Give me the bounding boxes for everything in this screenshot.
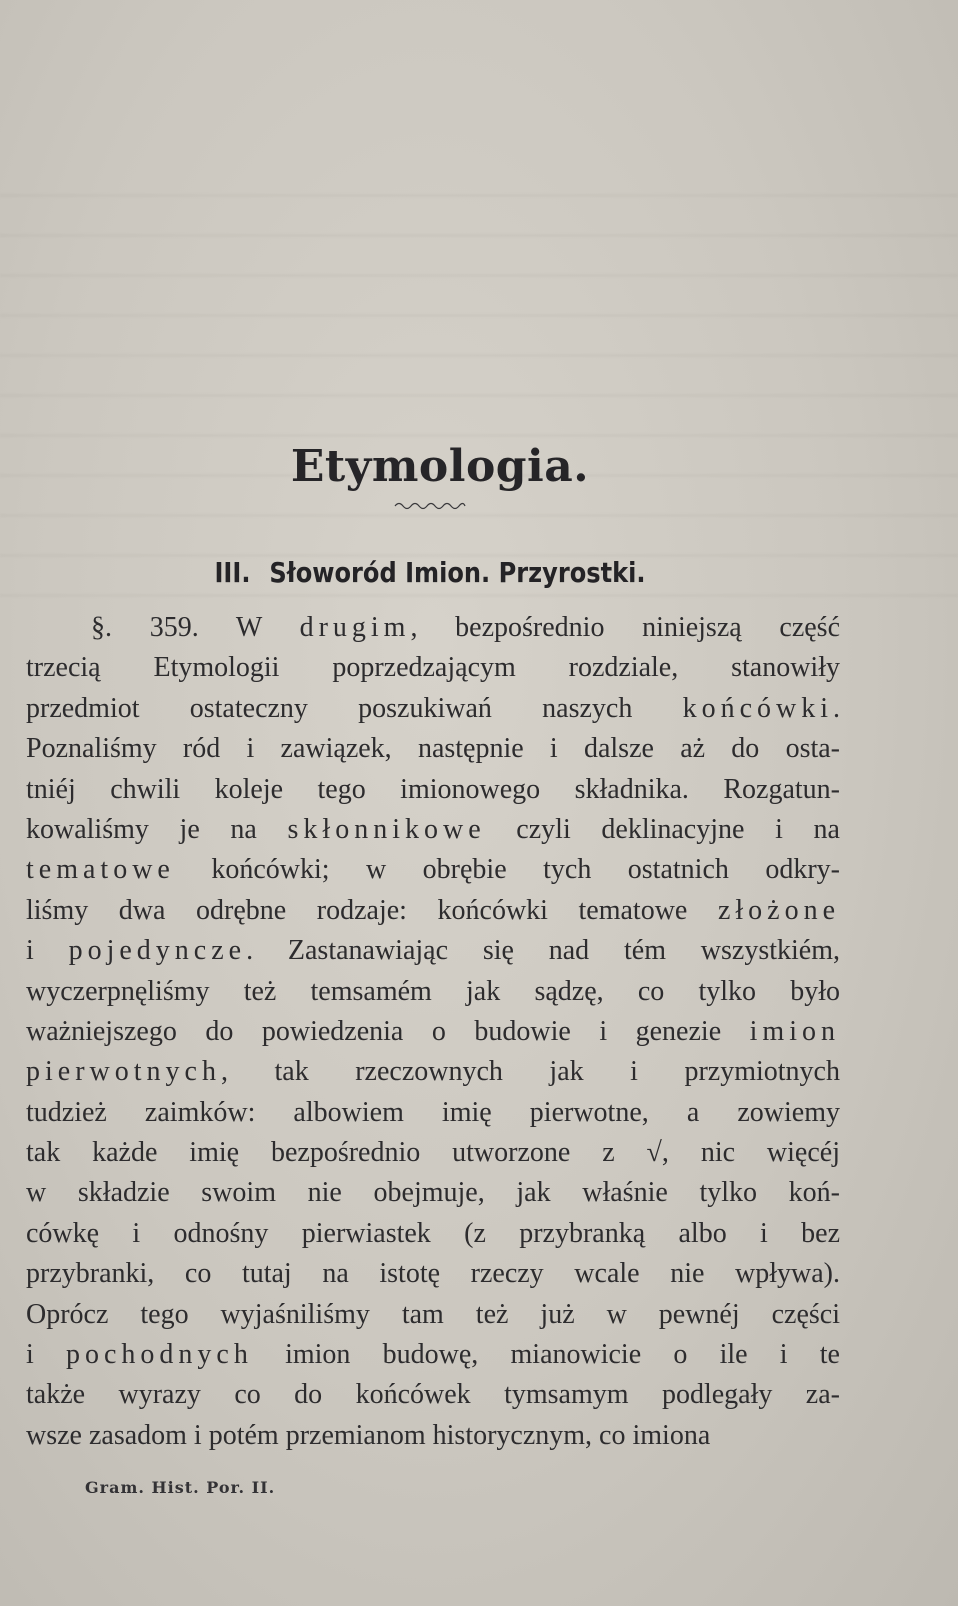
text-line bbox=[26, 1335, 840, 1375]
body-text bbox=[26, 608, 840, 1456]
text-segment: kowaliśmy je na bbox=[26, 813, 288, 845]
text-line bbox=[26, 891, 840, 931]
text-line bbox=[26, 729, 840, 769]
emphasized-text: drugim bbox=[299, 612, 411, 643]
text-line bbox=[26, 1133, 840, 1173]
text-segment: Poznaliśmy ród i zawiązek, następnie i dalsze aż do osta- bbox=[26, 733, 840, 765]
text-line bbox=[26, 1173, 840, 1213]
text-segment: i bbox=[26, 935, 69, 967]
text-line bbox=[26, 972, 840, 1012]
wavy-ornament bbox=[393, 500, 467, 510]
text-segment: W bbox=[235, 612, 300, 643]
text-segment: ważniejszego do powiedzenia o budowie i genezie bbox=[26, 1015, 750, 1047]
emphasized-text: złożone bbox=[717, 894, 840, 926]
text-segment: imion budowę, mianowicie o ile i te bbox=[252, 1339, 840, 1371]
text-segment: , tak rzeczownych jak i przymiotnych bbox=[220, 1056, 840, 1088]
text-segment: tak każde imię bezpośrednio utworzone z √, nic więcéj bbox=[26, 1137, 840, 1169]
text-segment: , bezpośrednio niniejszą część bbox=[410, 612, 840, 643]
emphasized-text: tematowe bbox=[26, 854, 175, 886]
text-line bbox=[26, 689, 840, 729]
section-heading-text: Słoworód Imion. Przyrostki. bbox=[269, 556, 646, 589]
text-line bbox=[26, 1052, 840, 1092]
text-segment: przedmiot ostateczny poszukiwań naszych bbox=[26, 692, 683, 724]
section-heading bbox=[60, 556, 800, 589]
text-segment: . Zastanawiając się nad tém wszystkiém, bbox=[246, 935, 840, 967]
text-segment: trzecią Etymologii poprzedzającym rozdziale, stanowiły bbox=[26, 652, 840, 684]
text-line bbox=[26, 770, 840, 810]
text-segment: . bbox=[833, 692, 840, 724]
text-segment: liśmy dwa odrębne rodzaje: końcówki tematowe bbox=[26, 894, 718, 926]
text-segment: czyli deklinacyjne i na bbox=[485, 813, 840, 845]
text-line bbox=[26, 1012, 840, 1052]
text-segment: także wyrazy co do końcówek tymsamym podlegały za- bbox=[26, 1379, 840, 1411]
text-segment: Oprócz tego wyjaśniliśmy tam też już w pewnéj części bbox=[26, 1298, 840, 1330]
text-line bbox=[26, 608, 840, 648]
bleed-through-shadow bbox=[0, 170, 958, 600]
text-segment: cówkę i odnośny pierwiastek (z przybranką albo i bez bbox=[26, 1217, 840, 1249]
text-segment: końcówki; w obrębie tych ostatnich odkry- bbox=[174, 854, 840, 886]
text-line bbox=[26, 1295, 840, 1335]
text-line bbox=[26, 1375, 840, 1415]
text-line bbox=[26, 1214, 840, 1254]
emphasized-text: pochodnych bbox=[66, 1339, 253, 1371]
signature-mark: Gram. Hist. Por. II. bbox=[85, 1478, 276, 1497]
text-segment: przybranki, co tutaj na istotę rzeczy wcale nie wpływa). bbox=[26, 1258, 840, 1290]
text-line bbox=[26, 648, 840, 688]
text-line bbox=[26, 1416, 840, 1456]
paragraph-mark: §. 359. bbox=[91, 612, 236, 643]
text-line bbox=[26, 931, 840, 971]
text-segment: w składzie swoim nie obejmuje, jak właśnie tylko koń- bbox=[26, 1177, 840, 1209]
text-segment: tniéj chwili koleje tego imionowego składnika. Rozgatun- bbox=[26, 773, 840, 805]
text-segment: wyczerpnęliśmy też temsamém jak sądzę, co tylko było bbox=[26, 975, 840, 1007]
text-segment: tudzież zaimków: albowiem imię pierwotne, a zowiemy bbox=[26, 1096, 840, 1128]
emphasized-text: końcówki bbox=[682, 692, 833, 724]
emphasized-text: pojedyncze bbox=[68, 935, 247, 967]
emphasized-text: skłonnikowe bbox=[287, 813, 486, 845]
text-line bbox=[26, 1254, 840, 1294]
text-line bbox=[26, 1093, 840, 1133]
emphasized-text: pierwotnych bbox=[26, 1056, 221, 1088]
text-segment: wsze zasadom i potém przemianom historycznym, co imiona bbox=[26, 1419, 711, 1451]
emphasized-text: imion bbox=[749, 1015, 840, 1047]
text-line bbox=[26, 810, 840, 850]
text-line bbox=[26, 850, 840, 890]
text-segment: i bbox=[26, 1339, 66, 1371]
section-number: III. bbox=[214, 556, 251, 589]
chapter-title: Etymologia. bbox=[290, 441, 590, 493]
